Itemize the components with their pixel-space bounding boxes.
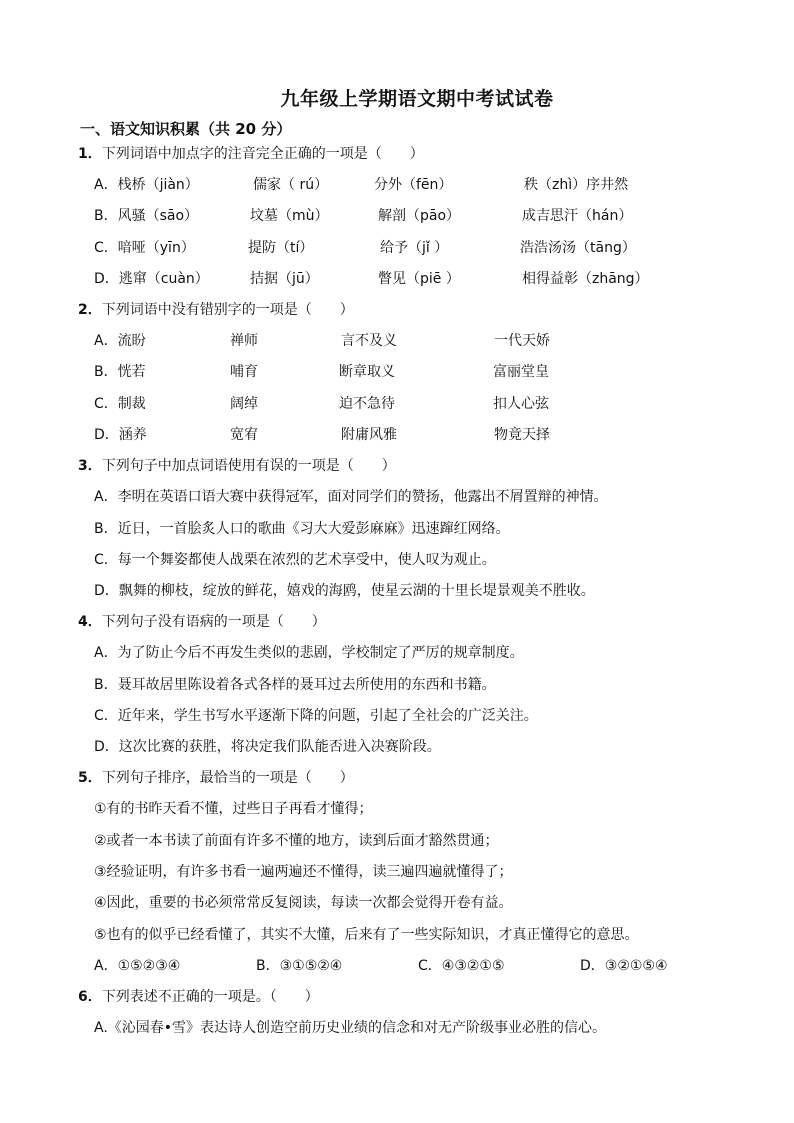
q2-option-b-2: 哺育	[230, 364, 258, 380]
section-heading: 一、语文知识积累（共 20 分）	[80, 120, 292, 138]
q2-option-a-3: 言不及义	[341, 333, 397, 349]
q1-option-c-1: C．喑哑（yīn）	[94, 240, 195, 256]
q2-option-b-4: 富丽堂皇	[493, 364, 549, 380]
question-1	[78, 145, 424, 163]
question-stem: 下列句子排序，最恰当的一项是（ ）	[101, 770, 354, 786]
q1-option-a-1: A．栈桥（jiàn）	[94, 177, 199, 193]
q4-option-c: C．近年来，学生书写水平逐渐下降的问题，引起了全社会的广泛关注。	[94, 708, 538, 724]
q2-option-d-4: 物竟天择	[494, 427, 550, 443]
q2-option-d-1: D．涵养	[94, 427, 147, 443]
question-stem: 下列词语中加点字的注音完全正确的一项是（ ）	[101, 146, 424, 162]
q2-option-b-1: B．恍若	[94, 364, 146, 380]
q3-option-b: B．近日，一首脍炙人口的歌曲《习大大爱彭麻麻》迅速蹿红网络。	[94, 521, 510, 537]
question-2	[78, 301, 354, 319]
q2-option-c-3: 迫不急待	[339, 396, 395, 412]
q2-option-d-2: 宽宥	[230, 427, 258, 443]
q5-sentence-2: ②或者一本书读了前面有许多不懂的地方，读到后面才豁然贯通；	[94, 833, 499, 849]
q1-option-c-2: 提防（tí）	[248, 240, 314, 256]
q5-sentence-3: ③经验证明，有许多书看一遍两遍还不懂得，读三遍四遍就懂得了；	[94, 864, 513, 880]
q4-option-b: B．聂耳故居里陈设着各式各样的聂耳过去所使用的东西和书籍。	[94, 677, 496, 693]
question-stem: 下列词语中没有错别字的一项是（ ）	[101, 302, 354, 318]
q3-option-c: C．每一个舞姿都使人战栗在浓烈的艺术享受中，使人叹为观止。	[94, 552, 496, 568]
q2-option-d-3: 附庸风雅	[341, 427, 397, 443]
q5-sentence-4: ④因此，重要的书必须常常反复阅读，每读一次都会觉得开卷有益。	[94, 895, 513, 911]
q1-option-c-4: 浩浩汤汤（tāng）	[520, 240, 636, 256]
q3-option-d: D．飘舞的柳枝，绽放的鲜花，嬉戏的海鸥，使星云湖的十里长堤景观美不胜收。	[94, 583, 595, 599]
question-4	[78, 613, 326, 631]
q1-option-b-3: 解剖（pāo）	[378, 208, 461, 224]
question-6	[78, 988, 319, 1006]
q5-choice-d: D．③②①⑤④	[580, 958, 668, 974]
q4-option-d: D．这次比赛的获胜，将决定我们队能否进入决赛阶段。	[94, 739, 441, 755]
q1-option-d-2: 拮据（jū）	[250, 271, 319, 287]
q5-sentence-5: ⑤也有的似乎已经看懂了，其实不大懂，后来有了一些实际知识，才真正懂得它的意思。	[94, 927, 639, 943]
q1-option-b-1: B．风骚（sāo）	[94, 208, 199, 224]
page-title: 九年级上学期语文期中考试试卷	[280, 88, 554, 110]
q1-option-b-4: 成吉思汗（hán）	[522, 208, 633, 224]
question-number: 3．	[78, 458, 102, 474]
q2-option-a-2: 禅师	[230, 333, 258, 349]
q2-option-c-2: 阔绰	[230, 396, 258, 412]
question-number: 5．	[78, 770, 102, 786]
q2-option-a-4: 一代天娇	[494, 333, 550, 349]
question-number: 1．	[78, 146, 102, 162]
question-stem: 下列句子中加点词语使用有误的一项是（ ）	[101, 458, 396, 474]
q2-option-a-1: A．流盼	[94, 333, 146, 349]
q6-option-a: A.《沁园春•雪》表达诗人创造空前历史业绩的信念和对无产阶级事业必胜的信心。	[94, 1020, 607, 1036]
q5-sentence-1: ①有的书昨天看不懂，过些日子再看才懂得；	[94, 801, 373, 817]
question-3	[78, 457, 396, 475]
q1-option-a-4: 秩（zhì）序井然	[524, 177, 629, 193]
q2-option-c-1: C．制裁	[94, 396, 146, 412]
q1-option-b-2: 坟墓（mù）	[250, 208, 329, 224]
q1-option-d-3: 瞥见（piē ）	[378, 271, 460, 287]
q2-option-c-4: 扣人心弦	[493, 396, 549, 412]
q5-choice-a: A．①⑤②③④	[94, 958, 181, 974]
q3-option-a: A．李明在英语口语大赛中获得冠军，面对同学们的赞扬，他露出不屑置辩的神情。	[94, 489, 608, 505]
q5-choice-b: B．③①⑤②④	[256, 958, 343, 974]
q5-choice-c: C．④③②①⑤	[418, 958, 505, 974]
q1-option-d-4: 相得益彰（zhāng）	[522, 271, 649, 287]
question-stem: 下列句子没有语病的一项是（ ）	[101, 614, 326, 630]
q1-option-d-1: D．逃窜（cuàn）	[94, 271, 209, 287]
q1-option-a-3: 分外（fēn）	[374, 177, 453, 193]
q4-option-a: A．为了防止今后不再发生类似的悲剧，学校制定了严厉的规章制度。	[94, 645, 524, 661]
question-stem: 下列表述不正确的一项是。（ ）	[101, 989, 319, 1005]
q1-option-a-2: 儒家（ rú）	[253, 177, 329, 193]
question-number: 2．	[78, 302, 102, 318]
question-number: 6．	[78, 989, 102, 1005]
q2-option-b-3: 断章取义	[339, 364, 395, 380]
question-number: 4．	[78, 614, 102, 630]
question-5	[78, 769, 354, 787]
q1-option-c-3: 给予（jǐ ）	[380, 240, 449, 256]
